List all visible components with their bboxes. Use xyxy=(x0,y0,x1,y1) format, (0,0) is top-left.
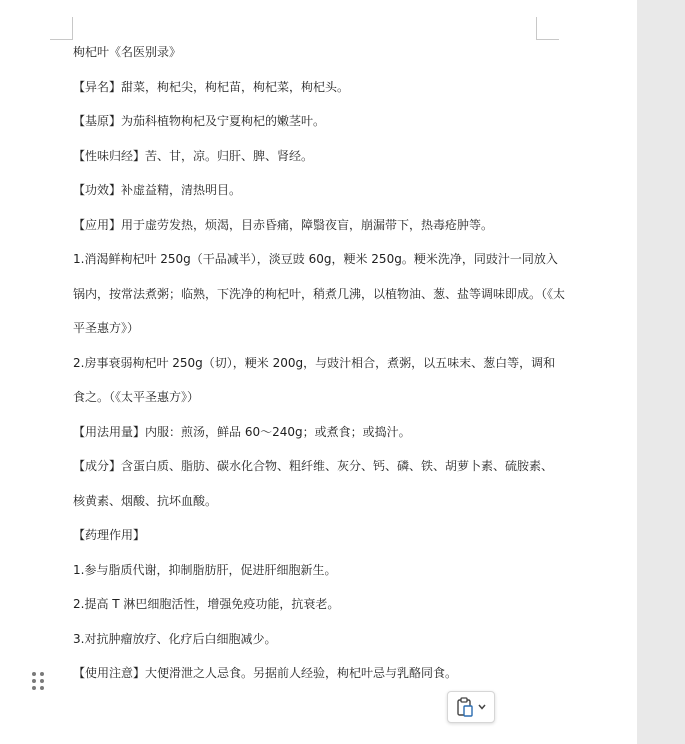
pharm-item-2: 2.提高 T 淋巴细胞活性，增强免疫功能，抗衰老。 xyxy=(73,597,340,611)
drag-dot xyxy=(32,686,36,690)
components-line1: 【成分】含蛋白质、脂肪、碳水化合物、粗纤维、灰分、钙、磷、铁、胡萝卜素、硫胺素、 xyxy=(73,459,554,473)
clipboard-icon xyxy=(456,697,474,717)
application-paragraph: 【应用】用于虚劳发热，烦渴，目赤昏痛，障翳夜盲，崩漏带下，热毒疮肿等。 xyxy=(73,217,494,232)
page-corner-top-right xyxy=(536,17,559,40)
source-paragraph: 【基原】为茄科植物枸杞及宁夏枸杞的嫩茎叶。 xyxy=(73,114,326,128)
drag-dot xyxy=(32,672,36,676)
drag-dot xyxy=(40,686,44,690)
alias-paragraph: 【异名】甜菜，枸杞尖，枸杞苗，枸杞菜，枸杞头。 xyxy=(73,79,350,94)
usage-paragraph: 【用法用量】内服：煎汤，鲜品 60～240g；或煮食；或捣汁。 xyxy=(73,424,411,439)
recipe1-line2: 锅内，按常法煮粥；临熟，下洗净的枸杞叶，稍煮几沸，以植物油、葱、盐等调味即成。（《太 xyxy=(73,286,566,301)
recipe1-line1: 1.消渴鲜枸杞叶 250g（干品减半），淡豆豉 60g，粳米 250g。粳米洗净，同豉汁一同放入 xyxy=(73,252,558,266)
recipe1-line3: 平圣惠方》） xyxy=(73,321,140,335)
document-body[interactable] xyxy=(73,44,566,682)
recipe2-line1: 2.房事衰弱枸杞叶 250g（切），粳米 200g，与豉汁相合，煮粥，以五味末、葱白等，调和 xyxy=(73,355,556,370)
doc-title: 枸杞叶《名医别录》 xyxy=(73,45,182,59)
chevron-down-icon xyxy=(478,704,486,710)
efficacy-paragraph: 【功效】补虚益精，清热明目。 xyxy=(73,183,242,197)
pharm-item-1: 1.参与脂质代谢，抑制脂肪肝，促进肝细胞新生。 xyxy=(73,562,337,577)
page-corner-top-left xyxy=(50,17,73,40)
drag-dot xyxy=(32,679,36,683)
drag-handle-icon[interactable] xyxy=(32,672,44,692)
nature-paragraph: 【性味归经】苦、甘，凉。归肝、脾、肾经。 xyxy=(73,148,314,163)
recipe2-line2: 食之。（《太平圣惠方》） xyxy=(73,390,200,404)
pharmacology-heading: 【药理作用】 xyxy=(73,528,146,542)
drag-dot xyxy=(40,672,44,676)
caution-paragraph: 【使用注意】大便滑泄之人忌食。另据前人经验，枸杞叶忌与乳酪同食。 xyxy=(73,666,458,680)
components-line2: 核黄素、烟酸、抗坏血酸。 xyxy=(73,493,218,508)
paste-options-button[interactable] xyxy=(447,691,495,723)
drag-dot xyxy=(40,679,44,683)
pharm-item-3: 3.对抗肿瘤放疗、化疗后白细胞减少。 xyxy=(73,631,277,646)
scroll-gutter xyxy=(637,0,685,744)
